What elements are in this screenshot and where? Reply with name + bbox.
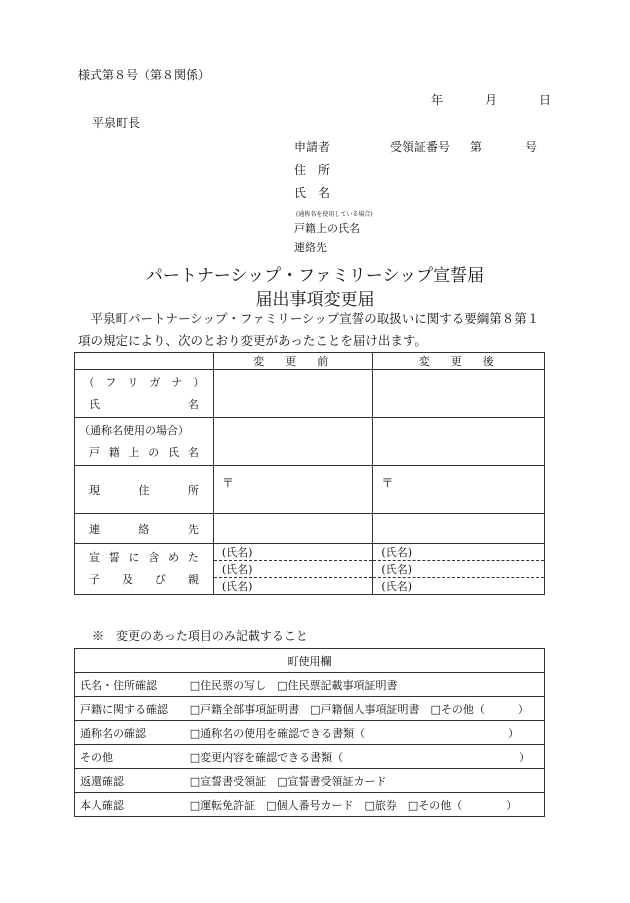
oath-label-char: め	[168, 551, 180, 564]
oath-label-char: 子	[89, 573, 100, 586]
name-label-char: 氏	[89, 397, 100, 411]
applicant-address-label: 住 所	[294, 163, 331, 177]
office-row-label: 通称名の確認	[75, 721, 186, 745]
contact-label-char: 連	[89, 522, 100, 536]
address-label-char: 現	[89, 483, 100, 497]
form-number: 様式第８号（第８関係）	[78, 68, 211, 82]
intro-paragraph: 平泉町パートナーシップ・ファミリーシップ宣誓の取扱いに関する要綱第８第１項の規定により、次のとおり変更があったことを届け出ます。	[78, 311, 540, 348]
header-after: 変 更 後	[373, 353, 545, 370]
oath-label-char: に	[128, 551, 140, 564]
oath-after-input-3[interactable]: (氏名)	[373, 578, 545, 595]
address-before-input[interactable]	[213, 466, 373, 514]
office-row-options[interactable]: □宣誓書受領証 □宣誓書受領証カード	[186, 769, 545, 793]
header-before: 変 更 前	[213, 353, 373, 370]
koseki-before-input[interactable]	[213, 418, 373, 466]
postal-mark: 〒	[381, 476, 394, 490]
office-row-label: 返還確認	[75, 769, 186, 793]
name-before-input[interactable]	[213, 370, 373, 418]
certificate-go: 号	[525, 140, 538, 154]
alias-label: （通称名使用の場合）	[79, 423, 189, 437]
applicant-name-label: 氏 名	[294, 186, 331, 200]
koseki-label-char: 籍	[108, 445, 120, 459]
title-line-2: 届出事項変更届	[255, 290, 375, 310]
koseki-name-label: 戸籍上の氏名	[294, 222, 360, 235]
address-label-char: 所	[187, 483, 199, 497]
oath-before-input-1[interactable]: (氏名)	[213, 544, 373, 561]
koseki-label-char: の	[148, 445, 160, 459]
contact-row-label	[75, 514, 214, 544]
contact-label-char: 先	[187, 522, 199, 536]
office-use-table	[74, 648, 545, 817]
koseki-label-char: 戸	[89, 445, 100, 459]
change-table	[74, 352, 545, 595]
oath-before-input-2[interactable]: (氏名)	[213, 561, 373, 578]
koseki-label-char: 名	[187, 445, 199, 459]
postal-mark: 〒	[221, 476, 234, 490]
office-row-label: 氏名・住所確認	[75, 673, 186, 697]
oath-after-input-1[interactable]: (氏名)	[373, 544, 545, 561]
title-line-1: パートナーシップ・ファミリーシップ宣誓届	[145, 266, 485, 286]
koseki-row-label	[75, 418, 214, 466]
contact-after-input[interactable]	[373, 514, 545, 544]
office-row-options[interactable]: □戸籍全部事項証明書 □戸籍個人事項証明書 □その他（ ）	[186, 697, 545, 721]
office-row-options[interactable]: □通称名の使用を確認できる書類（ ）	[186, 721, 545, 745]
office-use-header: 町使用欄	[75, 649, 545, 673]
office-row-label: その他	[75, 745, 186, 769]
name-row-label	[75, 370, 214, 418]
office-row-options[interactable]: □住民票の写し □住民票記載事項証明書	[186, 673, 545, 697]
certificate-number-label: 受領証番号	[390, 140, 451, 154]
oath-label-char: 及	[121, 573, 133, 586]
office-row-label: 本人確認	[75, 793, 186, 817]
contact-label-char: 絡	[138, 522, 150, 536]
address-row-label	[75, 466, 214, 514]
name-label-char: 名	[187, 397, 199, 411]
date-month: 月	[485, 93, 498, 107]
alias-note: (通称名を使用している場合)	[296, 211, 373, 218]
office-row-options[interactable]: □変更内容を確認できる書類（ ）	[186, 745, 545, 769]
header-empty-cell	[75, 353, 214, 370]
contact-before-input[interactable]	[213, 514, 373, 544]
koseki-label-char: 上	[128, 445, 140, 459]
address-label-char: 住	[138, 483, 150, 497]
oath-after-input-2[interactable]: (氏名)	[373, 561, 545, 578]
koseki-after-input[interactable]	[373, 418, 545, 466]
oath-label-char: 親	[187, 573, 199, 586]
certificate-dai: 第	[470, 140, 483, 154]
oath-before-input-3[interactable]: (氏名)	[213, 578, 373, 595]
office-row-options[interactable]: □運転免許証 □個人番号カード □旅券 □その他（ ）	[186, 793, 545, 817]
addressee: 平泉町長	[92, 116, 141, 130]
address-after-input[interactable]	[373, 466, 545, 514]
oath-label-char: 誓	[108, 551, 120, 564]
furigana-label: （ フ リ ガ ナ ）	[83, 375, 205, 389]
oath-label-char: 宣	[89, 551, 100, 564]
office-row-label: 戸籍に関する確認	[75, 697, 186, 721]
note: ※ 変更のあった項目のみ記載すること	[92, 629, 308, 643]
name-after-input[interactable]	[373, 370, 545, 418]
applicant-heading: 申請者	[294, 140, 331, 154]
oath-row-label	[75, 544, 214, 595]
applicant-contact-label: 連絡先	[294, 241, 327, 254]
oath-label-char: た	[187, 551, 199, 564]
oath-label-char: 含	[148, 551, 160, 564]
date-year: 年	[431, 93, 444, 107]
date-day: 日	[539, 93, 552, 107]
koseki-label-char: 氏	[168, 445, 180, 459]
oath-label-char: び	[154, 573, 166, 586]
